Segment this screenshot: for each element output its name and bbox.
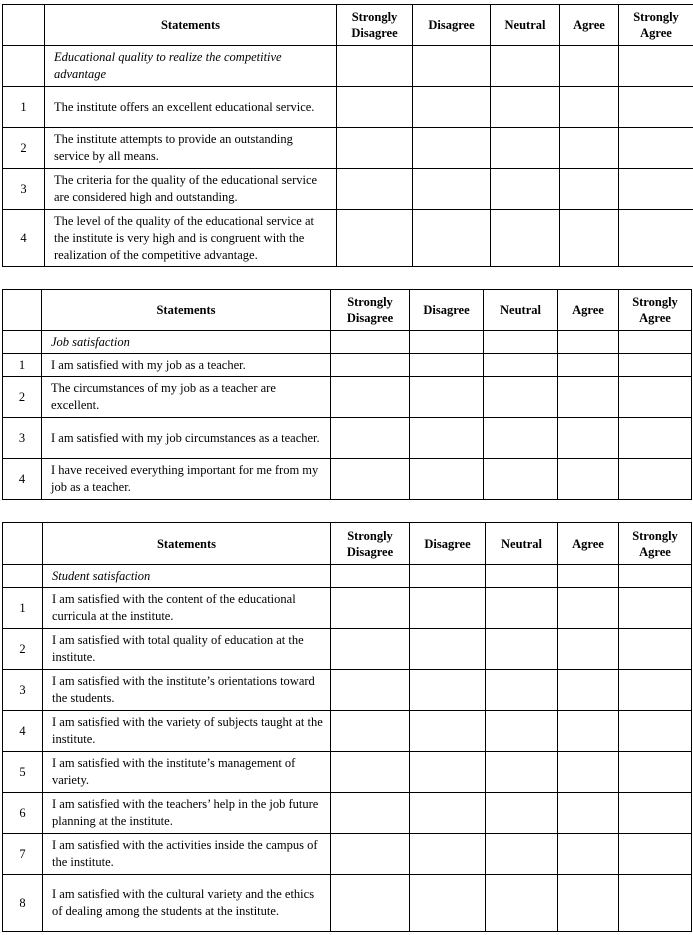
rating-cell-agree[interactable] (560, 87, 619, 128)
rating-cell-strongly-disagree[interactable] (331, 565, 410, 588)
row-number: 1 (3, 87, 45, 128)
rating-cell-agree[interactable] (558, 377, 619, 418)
header-statements: Statements (42, 290, 331, 331)
statement-text: I am satisfied with total quality of education at the institute. (43, 629, 331, 670)
rating-cell-neutral[interactable] (484, 418, 558, 459)
table-row (3, 834, 692, 875)
rating-cell-agree[interactable] (558, 752, 619, 793)
rating-cell-agree[interactable] (558, 588, 619, 629)
rating-cell-strongly-disagree[interactable] (331, 752, 410, 793)
rating-cell-strongly-agree[interactable] (619, 128, 693, 169)
rating-cell-strongly-disagree[interactable] (331, 418, 410, 459)
row-number: 2 (3, 377, 42, 418)
table-row (3, 354, 692, 377)
rating-cell-disagree[interactable] (410, 565, 486, 588)
row-number: 8 (3, 875, 43, 932)
statement-text: I am satisfied with the institute’s orientations toward the students. (43, 670, 331, 711)
rating-cell-strongly-agree[interactable] (619, 418, 692, 459)
rating-cell-disagree[interactable] (410, 875, 486, 932)
statement-text: The criteria for the quality of the educational service are considered high and outstanding. (45, 169, 337, 210)
category-row (3, 331, 692, 354)
rating-cell-strongly-disagree[interactable] (331, 629, 410, 670)
category-row (3, 46, 693, 87)
rating-cell-strongly-agree[interactable] (619, 793, 692, 834)
rating-cell-strongly-agree[interactable] (619, 565, 692, 588)
header-disagree: Disagree (413, 5, 491, 46)
rating-cell-strongly-agree[interactable] (619, 169, 693, 210)
rating-cell-agree[interactable] (558, 331, 619, 354)
statement-text: I am satisfied with the institute’s management of variety. (43, 752, 331, 793)
header-neutral: Neutral (484, 290, 558, 331)
rating-cell-strongly-disagree[interactable] (331, 670, 410, 711)
rating-cell-disagree[interactable] (413, 87, 491, 128)
rating-cell-disagree[interactable] (410, 793, 486, 834)
statement-text: The institute offers an excellent educational service. (45, 87, 337, 128)
rating-cell-strongly-agree[interactable] (619, 331, 692, 354)
row-number: 4 (3, 459, 42, 500)
rating-cell-neutral[interactable] (491, 210, 560, 267)
category-number-cell (3, 331, 42, 354)
table-row (3, 210, 693, 267)
rating-cell-strongly-disagree[interactable] (337, 46, 413, 87)
rating-cell-neutral[interactable] (484, 331, 558, 354)
survey-table-student-satisfaction (2, 522, 692, 932)
rating-cell-strongly-disagree[interactable] (337, 87, 413, 128)
rating-cell-disagree[interactable] (410, 354, 484, 377)
row-number: 3 (3, 418, 42, 459)
rating-cell-strongly-disagree[interactable] (337, 128, 413, 169)
category-number-cell (3, 46, 45, 87)
rating-cell-agree[interactable] (560, 210, 619, 267)
header-strongly-agree: Strongly Agree (619, 5, 693, 46)
table-row (3, 418, 692, 459)
header-agree: Agree (558, 523, 619, 565)
rating-cell-neutral[interactable] (486, 588, 558, 629)
table-row (3, 459, 692, 500)
rating-cell-strongly-disagree[interactable] (337, 169, 413, 210)
rating-cell-strongly-disagree[interactable] (331, 331, 410, 354)
rating-cell-disagree[interactable] (413, 46, 491, 87)
rating-cell-agree[interactable] (558, 793, 619, 834)
rating-cell-disagree[interactable] (410, 459, 484, 500)
row-number: 6 (3, 793, 43, 834)
rating-cell-neutral[interactable] (484, 354, 558, 377)
rating-cell-strongly-disagree[interactable] (331, 793, 410, 834)
rating-cell-strongly-agree[interactable] (619, 459, 692, 500)
row-number: 1 (3, 354, 42, 377)
rating-cell-strongly-agree[interactable] (619, 588, 692, 629)
rating-cell-strongly-agree[interactable] (619, 629, 692, 670)
rating-cell-disagree[interactable] (410, 834, 486, 875)
row-number: 7 (3, 834, 43, 875)
rating-cell-strongly-disagree[interactable] (331, 588, 410, 629)
header-statements: Statements (45, 5, 337, 46)
rating-cell-neutral[interactable] (486, 793, 558, 834)
header-statements: Statements (43, 523, 331, 565)
rating-cell-disagree[interactable] (410, 670, 486, 711)
rating-cell-agree[interactable] (560, 128, 619, 169)
statement-text: I am satisfied with the activities inside the campus of the institute. (43, 834, 331, 875)
rating-cell-strongly-agree[interactable] (619, 354, 692, 377)
rating-cell-neutral[interactable] (491, 87, 560, 128)
rating-cell-agree[interactable] (558, 629, 619, 670)
rating-cell-neutral[interactable] (491, 128, 560, 169)
header-neutral: Neutral (486, 523, 558, 565)
rating-cell-neutral[interactable] (484, 377, 558, 418)
header-strongly-agree: Strongly Agree (619, 290, 692, 331)
category-title: Job satisfaction (42, 331, 331, 354)
table-row (3, 128, 693, 169)
header-row (3, 290, 692, 331)
rating-cell-strongly-disagree[interactable] (331, 875, 410, 932)
table-row (3, 875, 692, 932)
statement-text: I am satisfied with the cultural variety and the ethics of dealing among the students at the institute. (43, 875, 331, 932)
rating-cell-strongly-agree[interactable] (619, 834, 692, 875)
table-row (3, 588, 692, 629)
table-row (3, 169, 693, 210)
rating-cell-strongly-agree[interactable] (619, 46, 693, 87)
survey-table-job-satisfaction (2, 289, 692, 500)
rating-cell-agree[interactable] (560, 46, 619, 87)
rating-cell-disagree[interactable] (410, 629, 486, 670)
table-row (3, 87, 693, 128)
rating-cell-disagree[interactable] (410, 377, 484, 418)
row-number: 2 (3, 629, 43, 670)
rating-cell-disagree[interactable] (410, 711, 486, 752)
rating-cell-strongly-agree[interactable] (619, 752, 692, 793)
table-row (3, 670, 692, 711)
table-row (3, 752, 692, 793)
category-title: Student satisfaction (43, 565, 331, 588)
rating-cell-neutral[interactable] (486, 752, 558, 793)
rating-cell-neutral[interactable] (486, 711, 558, 752)
rating-cell-neutral[interactable] (486, 875, 558, 932)
header-strongly-disagree: Strongly Disagree (331, 290, 410, 331)
rating-cell-strongly-disagree[interactable] (331, 711, 410, 752)
header-strongly-disagree: Strongly Disagree (331, 523, 410, 565)
rating-cell-agree[interactable] (558, 354, 619, 377)
statement-text: The level of the quality of the educational service at the institute is very high and is congruent with the realization of the competitive advantage. (45, 210, 337, 267)
statement-text: I am satisfied with the teachers’ help in the job future planning at the institute. (43, 793, 331, 834)
table-row (3, 711, 692, 752)
statement-text: I am satisfied with the content of the educational curricula at the institute. (43, 588, 331, 629)
statement-text: The circumstances of my job as a teacher are excellent. (42, 377, 331, 418)
rating-cell-strongly-disagree[interactable] (331, 459, 410, 500)
rating-cell-neutral[interactable] (491, 46, 560, 87)
rating-cell-agree[interactable] (558, 834, 619, 875)
rating-cell-strongly-agree[interactable] (619, 711, 692, 752)
table-row (3, 377, 692, 418)
rating-cell-agree[interactable] (558, 711, 619, 752)
rating-cell-disagree[interactable] (413, 210, 491, 267)
rating-cell-neutral[interactable] (486, 670, 558, 711)
header-row (3, 5, 693, 46)
rating-cell-disagree[interactable] (410, 331, 484, 354)
rating-cell-disagree[interactable] (413, 128, 491, 169)
category-row (3, 565, 692, 588)
table-row (3, 793, 692, 834)
rating-cell-agree[interactable] (558, 459, 619, 500)
row-number: 3 (3, 670, 43, 711)
rating-cell-neutral[interactable] (486, 629, 558, 670)
row-number: 4 (3, 210, 45, 267)
statement-text: I am satisfied with my job circumstances as a teacher. (42, 418, 331, 459)
rating-cell-agree[interactable] (558, 670, 619, 711)
header-number (3, 5, 45, 46)
header-strongly-disagree: Strongly Disagree (337, 5, 413, 46)
row-number: 3 (3, 169, 45, 210)
rating-cell-strongly-disagree[interactable] (337, 210, 413, 267)
rating-cell-neutral[interactable] (484, 459, 558, 500)
header-disagree: Disagree (410, 523, 486, 565)
row-number: 4 (3, 711, 43, 752)
statement-text: I have received everything important for me from my job as a teacher. (42, 459, 331, 500)
rating-cell-strongly-agree[interactable] (619, 87, 693, 128)
rating-cell-strongly-agree[interactable] (619, 210, 693, 267)
category-number-cell (3, 565, 43, 588)
rating-cell-agree[interactable] (560, 169, 619, 210)
rating-cell-strongly-agree[interactable] (619, 377, 692, 418)
row-number: 2 (3, 128, 45, 169)
rating-cell-agree[interactable] (558, 565, 619, 588)
rating-cell-agree[interactable] (558, 875, 619, 932)
header-disagree: Disagree (410, 290, 484, 331)
statement-text: The institute attempts to provide an outstanding service by all means. (45, 128, 337, 169)
table-row (3, 629, 692, 670)
rating-cell-disagree[interactable] (413, 169, 491, 210)
row-number: 1 (3, 588, 43, 629)
header-agree: Agree (560, 5, 619, 46)
rating-cell-neutral[interactable] (486, 834, 558, 875)
rating-cell-disagree[interactable] (410, 752, 486, 793)
category-title: Educational quality to realize the competitive advantage (45, 46, 337, 87)
row-number: 5 (3, 752, 43, 793)
header-number (3, 290, 42, 331)
header-strongly-agree: Strongly Agree (619, 523, 692, 565)
rating-cell-strongly-disagree[interactable] (331, 834, 410, 875)
header-neutral: Neutral (491, 5, 560, 46)
header-row (3, 523, 692, 565)
survey-table-educational-quality (2, 4, 693, 267)
rating-cell-strongly-agree[interactable] (619, 670, 692, 711)
statement-text: I am satisfied with my job as a teacher. (42, 354, 331, 377)
rating-cell-strongly-disagree[interactable] (331, 377, 410, 418)
rating-cell-neutral[interactable] (486, 565, 558, 588)
rating-cell-disagree[interactable] (410, 588, 486, 629)
rating-cell-strongly-disagree[interactable] (331, 354, 410, 377)
rating-cell-disagree[interactable] (410, 418, 484, 459)
header-number (3, 523, 43, 565)
rating-cell-neutral[interactable] (491, 169, 560, 210)
rating-cell-agree[interactable] (558, 418, 619, 459)
rating-cell-strongly-agree[interactable] (619, 875, 692, 932)
header-agree: Agree (558, 290, 619, 331)
statement-text: I am satisfied with the variety of subjects taught at the institute. (43, 711, 331, 752)
